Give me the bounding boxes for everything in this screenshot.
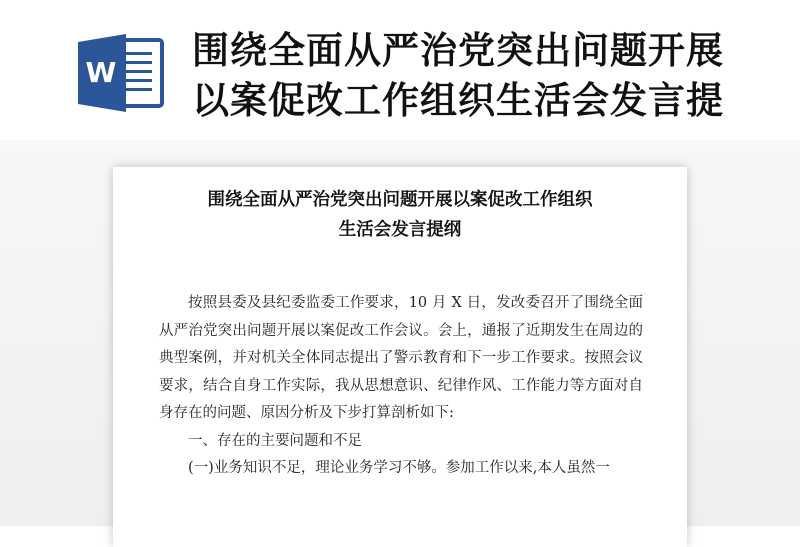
document-title xyxy=(149,185,651,245)
word-doc-icon xyxy=(76,32,166,114)
document-title-line1: 围绕全面从严治党突出问题开展以案促改工作组织 xyxy=(207,190,593,210)
banner-title xyxy=(192,26,792,126)
document-page xyxy=(113,167,687,547)
document-paragraph: 按照县委及县纪委监委工作要求，10 月 X 日，发改委召开了围绕全面从严治党突出问题开展以案促改工作会议。会上，通报了近期发生在周边的典型案例，并对机关全体同志提出了警示教育和下一步工作要求。按照会议要求，结合自身工作实际，我从思想意识、纪律作风、工作能力等方面对自身存在的问题、原因分析及下步打算剖析如下: xyxy=(159,295,643,421)
word-icon-letter: W xyxy=(85,56,117,89)
banner-title-line1: 围绕全面从严治党突出问题开展 xyxy=(192,29,724,72)
banner-title-line2: 以案促改工作组织生活会发言提 xyxy=(192,79,724,122)
document-heading: 一、存在的主要问题和不足 xyxy=(188,432,362,449)
document-paragraph: (一)业务知识不足，理论业务学习不够。参加工作以来,本人虽然一 xyxy=(188,460,610,476)
document-title-line2: 生活会发言提纲 xyxy=(338,220,462,240)
document-body xyxy=(159,290,643,483)
banner xyxy=(0,0,800,140)
